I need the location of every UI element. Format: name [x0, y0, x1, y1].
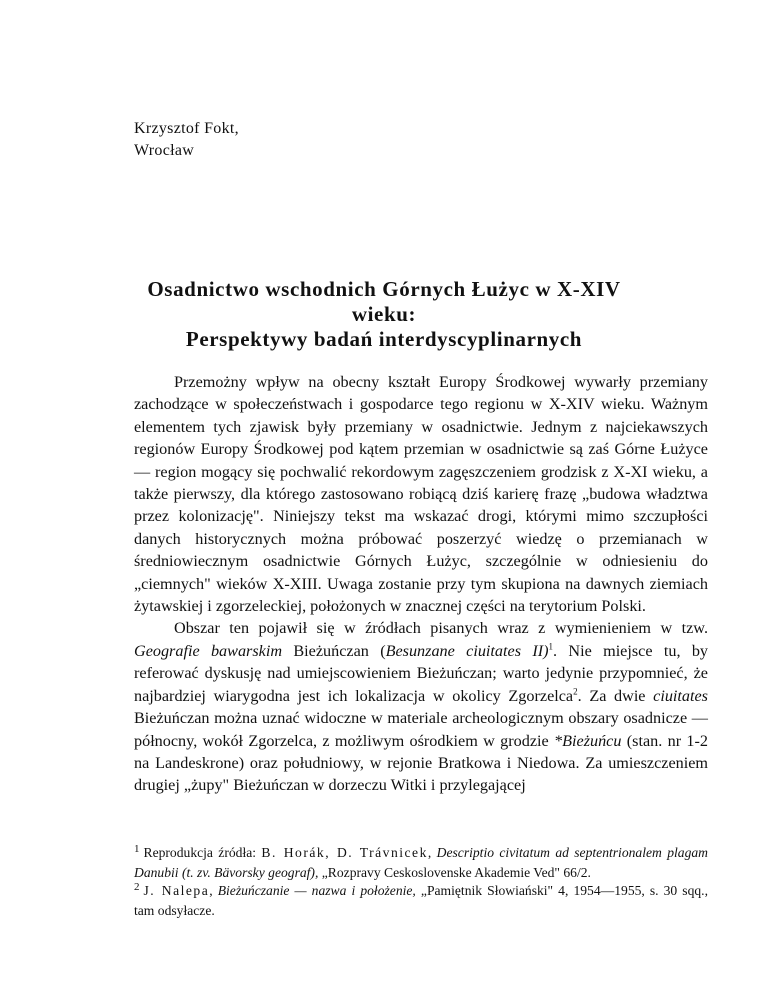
paragraph-2-text: Bieżuńczan można uznać widoczne w materiale archeologicznym obszary osadnicze — północny, wokół Zgorzelca, z możliwym ośrodkiem w grodzie [134, 709, 708, 750]
footnote-1 [134, 844, 708, 882]
footnote-text: , [209, 883, 218, 898]
footnote-number: 1 [134, 843, 140, 855]
footnote-ref-2[interactable]: 2 [573, 686, 578, 697]
title-line-3: Perspektywy badań interdyscyplinarnych [185, 327, 583, 351]
paragraph-1: Przemożny wpływ na obecny kształt Europy Środkowej wywarły przemiany zachodzące w społeczeństwach i gospodarce tego regionu w X-XIV wieku. Ważnym elementem tych zjawisk były przemiany w osadnictwie. Jednym z najciekawszych regionów Europy Środkowej pod kątem przemian w osadnictwie są zaś Górne Łużyce — region mogący się pochwalić rekordowym zagęszczeniem grodzisk z X-XI wieku, a także pierwszy, dla którego zastosowano robiącą dziś karierę frazę „budowa władztwa przez kolonizację". Niniejszy tekst ma wskazać drogi, którymi mimo szczupłości danych historycznych można próbować poszerzyć wiedzę o przemianach w średniowiecznym osadnictwie Górnych Łużyc, szczególnie w odniesieniu do „ciemnych" wieków X-XIII. Uwaga zostanie przy tym skupiona na dawnych ziemiach żytawskiej i zgorzeleckiej, położonych w znacznej części na terytorium Polski. [134, 373, 708, 616]
footnote-authors: J. Nalepa [143, 883, 210, 898]
italic-latin-name: Besunzane ciuitates II) [385, 641, 549, 660]
paragraph-2-text: . Za dwie [577, 686, 654, 705]
paragraph-2-text: (stan. nr 1-2 na Landeskrone) oraz południowy, w rejonie Bratkowa i Niedowa. Za umieszczeniem drugiej „żupy" Bieżuńczan w dorzeczu Witki i przylegającej [134, 731, 709, 795]
author-block [134, 118, 239, 162]
footnote-text: Reprodukcja źródła: [143, 845, 262, 860]
italic-place-name: *Bieżuńcu [554, 731, 622, 750]
footnote-text: „Rozpravy Ceskoslovenske Akademie Ved" 66/2. [318, 864, 591, 880]
paragraph-2 [134, 617, 708, 796]
paragraph-2-text: Obszar ten pojawił się w źródłach pisanych wraz z wymienieniem w tzw. [174, 619, 708, 638]
author-city: Wrocław [134, 142, 195, 159]
italic-source-title: Geografie bawarskim [134, 641, 283, 660]
paragraph-2-text: Bieżuńczan ( [282, 641, 386, 660]
footnote-ref-1[interactable]: 1 [548, 641, 554, 652]
article-title [110, 277, 658, 352]
footnote-work-title: Bieżuńczanie — nazwa i położenie, [217, 883, 416, 898]
body-text [134, 371, 708, 797]
footnote-work-title: Descriptio civitatum ad septentrionalem plagam Danubii (t. zv. Bävorsky geograf), [134, 845, 708, 880]
paragraph-2-text: . Nie miejsce tu, by referować dyskusję nad umiejscowieniem Bieżuńczan; warto jedynie przypomnieć, że najbardziej wiarygodna jest ich lokalizacja w okolicy Zgorzelca [134, 641, 709, 705]
italic-term: ciuitates [653, 686, 708, 705]
footnote-text: „Pamiętnik Słowiański" 4, 1954—1955, s. 30 sqq., tam odsyłacze. [134, 883, 708, 918]
footnote-number: 2 [134, 881, 140, 893]
footnote-2 [134, 882, 708, 920]
title-line-2: wieku: [351, 302, 417, 326]
footnote-text: , [427, 845, 437, 860]
footnote-authors: B. Horák, D. Trávnicek [261, 845, 428, 860]
footnotes [134, 844, 708, 920]
author-name: Krzysztof Fokt, [134, 120, 239, 137]
title-line-1: Osadnictwo wschodnich Górnych Łużyc w X-XIV [147, 277, 621, 301]
